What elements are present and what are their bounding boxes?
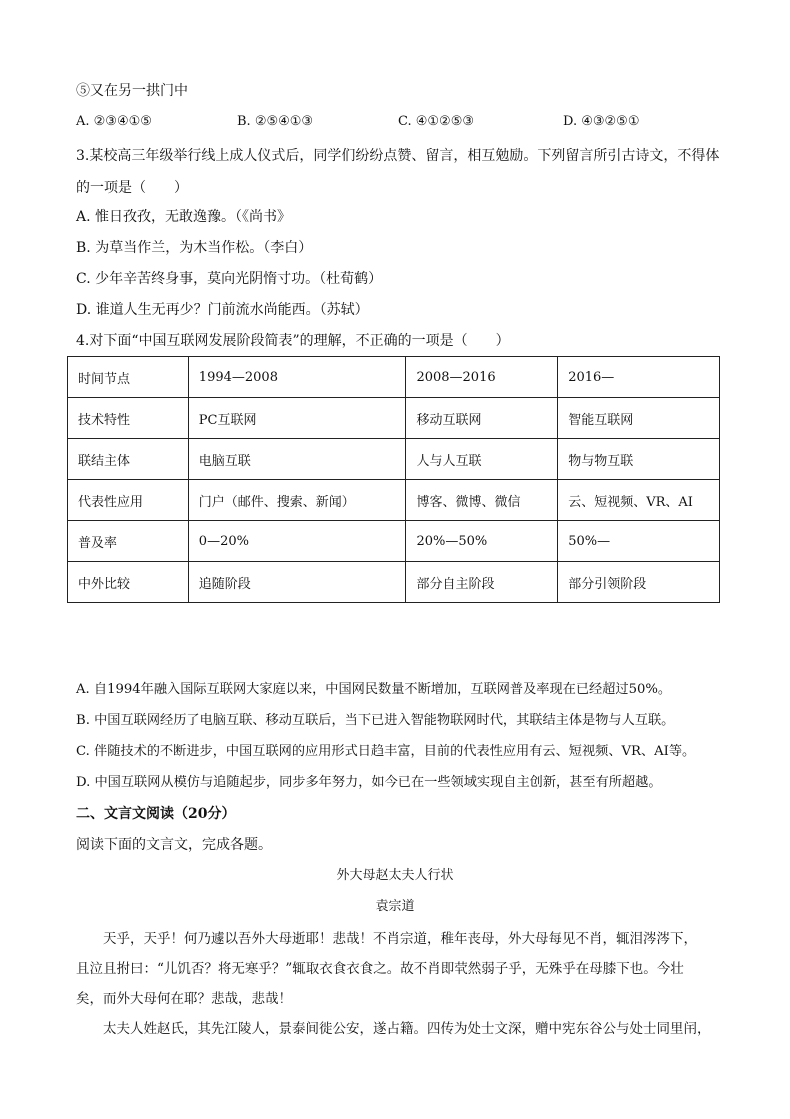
table-cell: 20%—50%	[406, 521, 558, 562]
section-heading: 二、文言文阅读（20分）	[76, 806, 236, 822]
passage-line: 矣，而外大母何在耶？悲哉，悲哉！	[76, 991, 292, 1007]
q3-option-d: D. 谁道人生无再少？门前流水尚能西。（苏轼）	[76, 302, 369, 318]
table-cell: 人与人互联	[406, 439, 558, 480]
internet-stage-table	[67, 356, 720, 603]
q3-option-c: C. 少年辛苦终身事，莫向光阴惰寸功。（杜荀鹤）	[76, 271, 383, 287]
q4-stem: 4.对下面“中国互联网发展阶段简表”的理解，不正确的一项是（ ）	[76, 333, 510, 349]
table-cell: 博客、微博、微信	[406, 480, 558, 521]
table-cell: 物与物互联	[558, 439, 720, 480]
table-cell: 追随阶段	[188, 562, 406, 603]
table-cell: PC互联网	[188, 398, 406, 439]
q3-stem-line2: 的一项是（ ）	[76, 180, 188, 196]
q2-option-c: C. ④①②⑤③	[398, 114, 475, 129]
q2-option-d: D. ④③②⑤①	[563, 114, 640, 129]
table-cell: 部分引领阶段	[558, 562, 720, 603]
q2-option-b: B. ②⑤④①③	[237, 114, 314, 129]
table-cell: 联结主体	[68, 439, 189, 480]
table-row	[68, 439, 720, 480]
table-row	[68, 398, 720, 439]
table-cell: 普及率	[68, 521, 189, 562]
table-cell: 电脑互联	[188, 439, 406, 480]
table-cell: 1994—2008	[188, 357, 406, 398]
table-cell: 智能互联网	[558, 398, 720, 439]
table-row	[68, 562, 720, 603]
q2-option-a: A. ②③④①⑤	[76, 114, 152, 129]
table-cell: 代表性应用	[68, 480, 189, 521]
passage-line: 太夫人姓赵氏，其先江陵人，景泰间徙公安，遂占籍。四传为处士文深，赠中宪东谷公与处士同里闬，	[103, 1021, 711, 1037]
passage-title: 外大母赵太夫人行状	[336, 868, 454, 883]
q4-option-d: D. 中国互联网从模仿与追随起步，同步多年努力，如今已在一些领域实现自主创新，甚至有所超越。	[76, 775, 662, 790]
table-cell: 门户（邮件、搜索、新闻）	[188, 480, 406, 521]
table-cell: 2008—2016	[406, 357, 558, 398]
q4-option-c: C. 伴随技术的不断进步，中国互联网的应用形式日趋丰富，目前的代表性应用有云、短视频、VR、AI等。	[76, 744, 696, 759]
passage-body	[76, 924, 716, 1044]
table-row	[68, 521, 720, 562]
table-cell: 50%—	[558, 521, 720, 562]
q3-option-a: A. 惟日孜孜，无敢逸豫。（《尚书》	[76, 209, 292, 225]
passage-line: 天乎，天乎！何乃遽以吾外大母逝耶！悲哉！不肖宗道，稚年丧母，外大母每见不肖，辄泪涔涔下，	[103, 931, 697, 947]
q4-option-a: A. 自1994年融入国际互联网大家庭以来，中国网民数量不断增加，互联网普及率现在已经超过50%。	[76, 682, 672, 697]
table-cell: 部分自主阶段	[406, 562, 558, 603]
passage-author: 袁宗道	[375, 899, 415, 914]
section-instruction: 阅读下面的文言文，完成各题。	[76, 837, 272, 853]
passage-line: 且泣且拊曰：“儿饥否？将无寒乎？”辄取衣食衣食之。故不肖即茕然弱子乎，无殊乎在母膝下也。今壮	[76, 961, 684, 977]
q3-stem-line1: 3.某校高三年级举行线上成人仪式后，同学们纷纷点赞、留言，相互勉励。下列留言所引古诗文，不得体	[76, 148, 720, 164]
table-cell: 技术特性	[68, 398, 189, 439]
table-row	[68, 357, 720, 398]
table-cell: 2016—	[558, 357, 720, 398]
table-cell: 中外比较	[68, 562, 189, 603]
table-cell: 云、短视频、VR、AI	[558, 480, 720, 521]
table-row	[68, 480, 720, 521]
q3-option-b: B. 为草当作兰，为木当作松。（李白）	[76, 240, 313, 256]
table-cell: 移动互联网	[406, 398, 558, 439]
table-cell: 0—20%	[188, 521, 406, 562]
q4-option-b: B. 中国互联网经历了电脑互联、移动互联后，当下已进入智能物联网时代，其联结主体是物与人互联。	[76, 713, 675, 728]
q2-item5: ⑤又在另一拱门中	[76, 83, 188, 99]
table-cell: 时间节点	[68, 357, 189, 398]
